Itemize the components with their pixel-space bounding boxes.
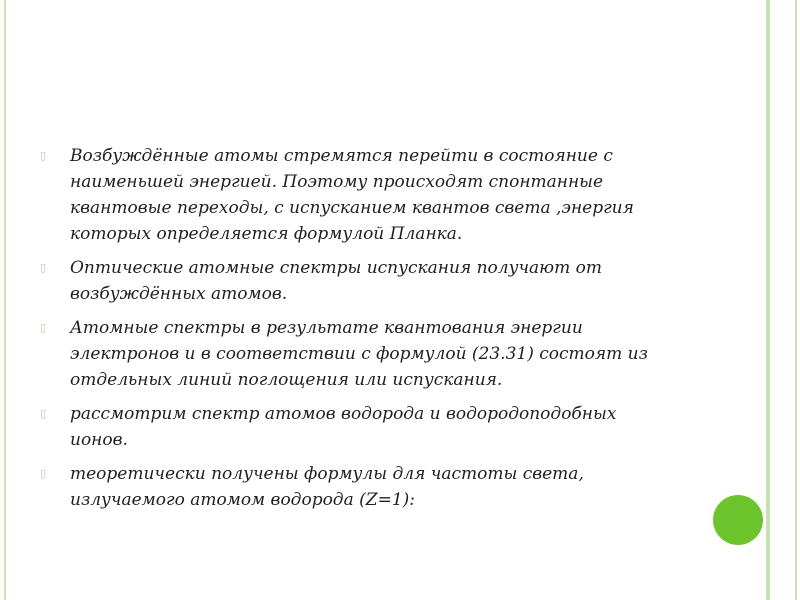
list-item <box>40 255 670 307</box>
list-item-text: Оптические атомные спектры испускания получают от возбуждённых атомов. <box>70 258 603 304</box>
bullet-icon: ▯ <box>40 149 47 162</box>
right-border-line-outer <box>795 0 797 600</box>
bullet-icon: ▯ <box>40 407 47 420</box>
bullet-icon: ▯ <box>40 261 47 274</box>
right-border-line-inner <box>766 0 770 600</box>
list-item-text: теоретически получены формулы для частоты света, излучаемого атомом водорода (Z=1): <box>70 464 584 510</box>
bullet-icon: ▯ <box>40 467 47 480</box>
list-item-text: Возбуждённые атомы стремятся перейти в состояние с наименьшей энергией. Поэтому происходят спонтанные квантовые переходы, с испусканием квантов света ,энергия которых определяется формулой Планка. <box>70 146 634 244</box>
list-item-text: Атомные спектры в результате квантования энергии электронов и в соответствии с формулой (23.31) состоят из отдельных линий поглощения или испускания. <box>70 318 648 390</box>
list-item-text: рассмотрим спектр атомов водорода и водородоподобных ионов. <box>70 404 617 450</box>
bullet-list <box>40 143 670 521</box>
bullet-icon: ▯ <box>40 321 47 334</box>
left-border-line <box>4 0 6 600</box>
decorative-green-circle <box>713 495 763 545</box>
list-item <box>40 315 670 393</box>
list-item <box>40 461 670 513</box>
list-item <box>40 401 670 453</box>
list-item <box>40 143 670 247</box>
